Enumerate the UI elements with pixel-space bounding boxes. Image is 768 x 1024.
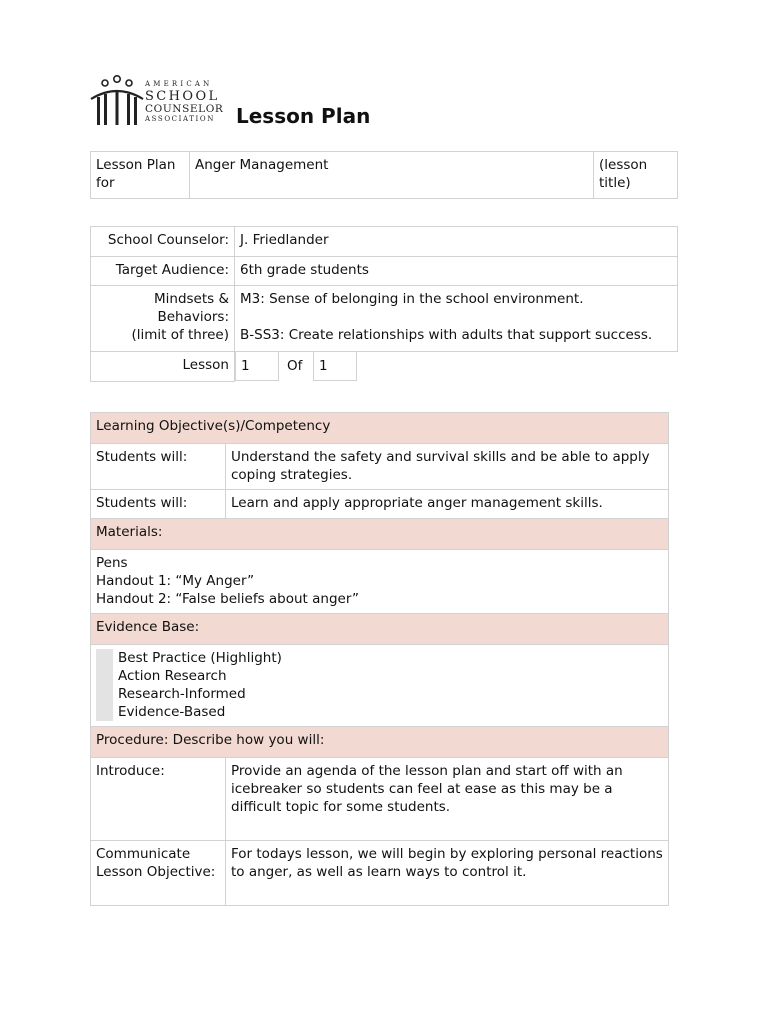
procedure-label-communicate: Communicate Lesson Objective:: [91, 841, 226, 906]
materials-header: Materials:: [91, 519, 669, 550]
evidence-option[interactable]: Action Research: [96, 667, 663, 685]
lesson-label: Lesson: [91, 352, 235, 382]
list-item: Handout 2: “False beliefs about anger”: [96, 591, 359, 607]
counselor-info-table: [90, 226, 678, 382]
evidence-list: [91, 645, 669, 727]
asca-logo: [89, 73, 229, 129]
counselor-label: School Counselor:: [91, 227, 235, 257]
procedure-header: Procedure: Describe how you will:: [91, 727, 669, 758]
mindsets-value[interactable]: M3: Sense of belonging in the school environment. B-SS3: Create relationships with adults that support success.: [235, 286, 678, 352]
evidence-option[interactable]: Best Practice (Highlight): [96, 649, 663, 667]
objective-value-2[interactable]: Learn and apply appropriate anger management skills.: [226, 490, 669, 519]
audience-value[interactable]: 6th grade students: [235, 257, 678, 286]
lesson-plan-for-label: Lesson Plan for: [91, 152, 190, 199]
lesson-title-table: [90, 151, 678, 199]
objectives-header: Learning Objective(s)/Competency: [91, 413, 669, 444]
logo-wordmark: AMERICAN SCHOOL COUNSELOR ASSOCIATION: [145, 80, 224, 123]
checkbox[interactable]: [96, 649, 113, 667]
checkbox[interactable]: [96, 667, 113, 685]
lesson-total-field[interactable]: 1: [313, 352, 357, 381]
asca-figures-icon: [89, 73, 145, 129]
lesson-details-table: [90, 412, 669, 906]
checkbox[interactable]: [96, 703, 113, 721]
evidence-option[interactable]: Research-Informed: [96, 685, 663, 703]
counselor-value[interactable]: J. Friedlander: [235, 227, 678, 257]
evidence-header: Evidence Base:: [91, 614, 669, 645]
procedure-value-introduce[interactable]: Provide an agenda of the lesson plan and start off with an icebreaker so students can feel at ease as this may be a difficult topic for some students.: [226, 758, 669, 841]
page-title: Lesson Plan: [236, 104, 371, 128]
objective-label-1: Students will:: [91, 444, 226, 490]
list-item: Handout 1: “My Anger”: [96, 573, 255, 589]
checkbox[interactable]: [96, 685, 113, 703]
lesson-title-value[interactable]: Anger Management: [190, 152, 594, 199]
lesson-count: [235, 352, 678, 382]
evidence-option[interactable]: Evidence-Based: [96, 703, 663, 721]
lesson-title-hint: (lesson title): [594, 152, 678, 199]
materials-list[interactable]: [91, 550, 669, 614]
procedure-value-communicate[interactable]: For todays lesson, we will begin by exploring personal reactions to anger, as well as learn ways to control it.: [226, 841, 669, 906]
list-item: Pens: [96, 555, 128, 571]
objective-label-2: Students will:: [91, 490, 226, 519]
of-label: Of: [287, 358, 303, 374]
objective-value-1[interactable]: Understand the safety and survival skills and be able to apply coping strategies.: [226, 444, 669, 490]
procedure-label-introduce: Introduce:: [91, 758, 226, 841]
mindsets-label: Mindsets & Behaviors: (limit of three): [91, 286, 235, 352]
lesson-number-field[interactable]: 1: [235, 352, 279, 381]
audience-label: Target Audience:: [91, 257, 235, 286]
